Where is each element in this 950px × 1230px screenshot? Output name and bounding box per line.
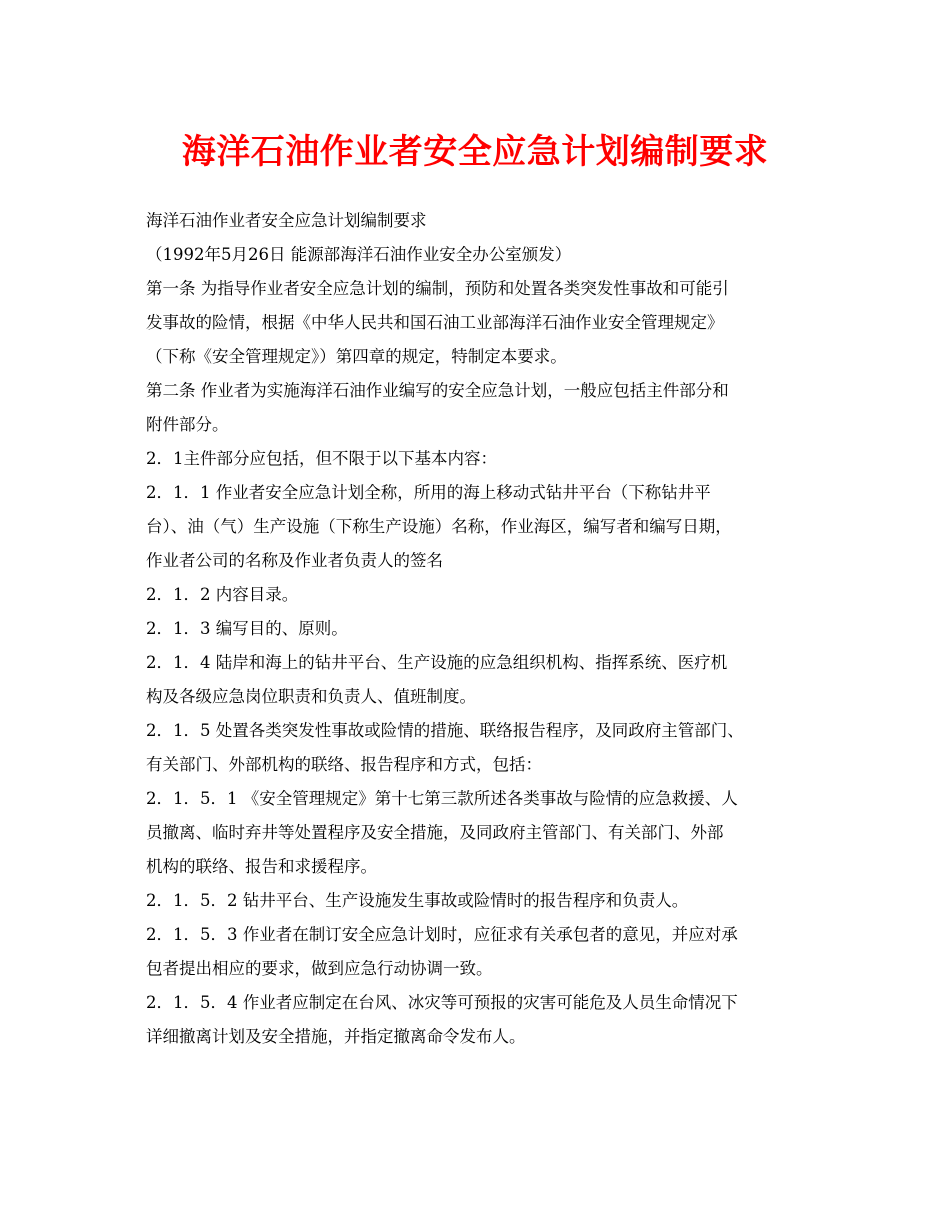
body-text-line: 2．1．4 陆岸和海上的钻井平台、生产设施的应急组织机构、指挥系统、医疗机	[146, 653, 728, 672]
body-text-line: 发事故的险情，根据《中华人民共和国石油工业部海洋石油作业安全管理规定》	[146, 313, 724, 332]
body-text-line: 2．1．5 处置各类突发性事故或险情的措施、联络报告程序，及同政府主管部门、	[146, 721, 744, 740]
body-text-line: 台）、油（气）生产设施（下称生产设施）名称，作业海区，编写者和编写日期，	[146, 517, 732, 536]
body-text-line: 包者提出相应的要求，做到应急行动协调一致。	[146, 959, 493, 978]
body-text-line: 附件部分。	[146, 415, 229, 434]
body-text-line: 2．1．5．1 《安全管理规定》第十七第三款所述各类事故与险情的应急救援、人	[146, 789, 738, 808]
body-text-line: 2．1．5．4 作业者应制定在台风、冰灾等可预报的灾害可能危及人员生命情况下	[146, 993, 738, 1012]
body-text-line: 第二条 作业者为实施海洋石油作业编写的安全应急计划，一般应包括主件部分和	[146, 381, 729, 400]
body-text-line: （1992年5月26日 能源部海洋石油作业安全办公室颁发）	[146, 245, 572, 264]
document-title: 海洋石油作业者安全应急计划编制要求	[181, 132, 769, 172]
document-body	[146, 204, 816, 1054]
body-text-line: （下称《安全管理规定》）第四章的规定，特制定本要求。	[146, 347, 567, 366]
body-text-line: 2．1．1 作业者安全应急计划全称，所用的海上移动式钻井平台（下称钻井平	[146, 483, 711, 502]
body-text-line: 第一条 为指导作业者安全应急计划的编制，预防和处置各类突发性事故和可能引	[146, 279, 729, 298]
body-text-line: 2．1主件部分应包括，但不限于以下基本内容：	[146, 449, 497, 468]
body-text-line: 2．1．3 编写目的、原则。	[146, 619, 348, 638]
body-text-line: 详细撤离计划及安全措施，并指定撤离命令发布人。	[146, 1027, 526, 1046]
body-text-line: 2．1．2 内容目录。	[146, 585, 299, 604]
body-text-line: 2．1．5．3 作业者在制订安全应急计划时，应征求有关承包者的意见，并应对承	[146, 925, 738, 944]
body-text-line: 机构的联络、报告和求援程序。	[146, 857, 377, 876]
body-text-line: 员撤离、临时弃井等处置程序及安全措施，及同政府主管部门、有关部门、外部	[146, 823, 724, 842]
body-text-line: 有关部门、外部机构的联络、报告程序和方式，包括：	[146, 755, 542, 774]
body-text-line: 构及各级应急岗位职责和负责人、值班制度。	[146, 687, 476, 706]
body-text-line: 海洋石油作业者安全应急计划编制要求	[146, 211, 427, 230]
body-text-line: 作业者公司的名称及作业者负责人的签名	[146, 551, 443, 570]
body-text-line: 2．1．5．2 钻井平台、生产设施发生事故或险情时的报告程序和负责人。	[146, 891, 689, 910]
